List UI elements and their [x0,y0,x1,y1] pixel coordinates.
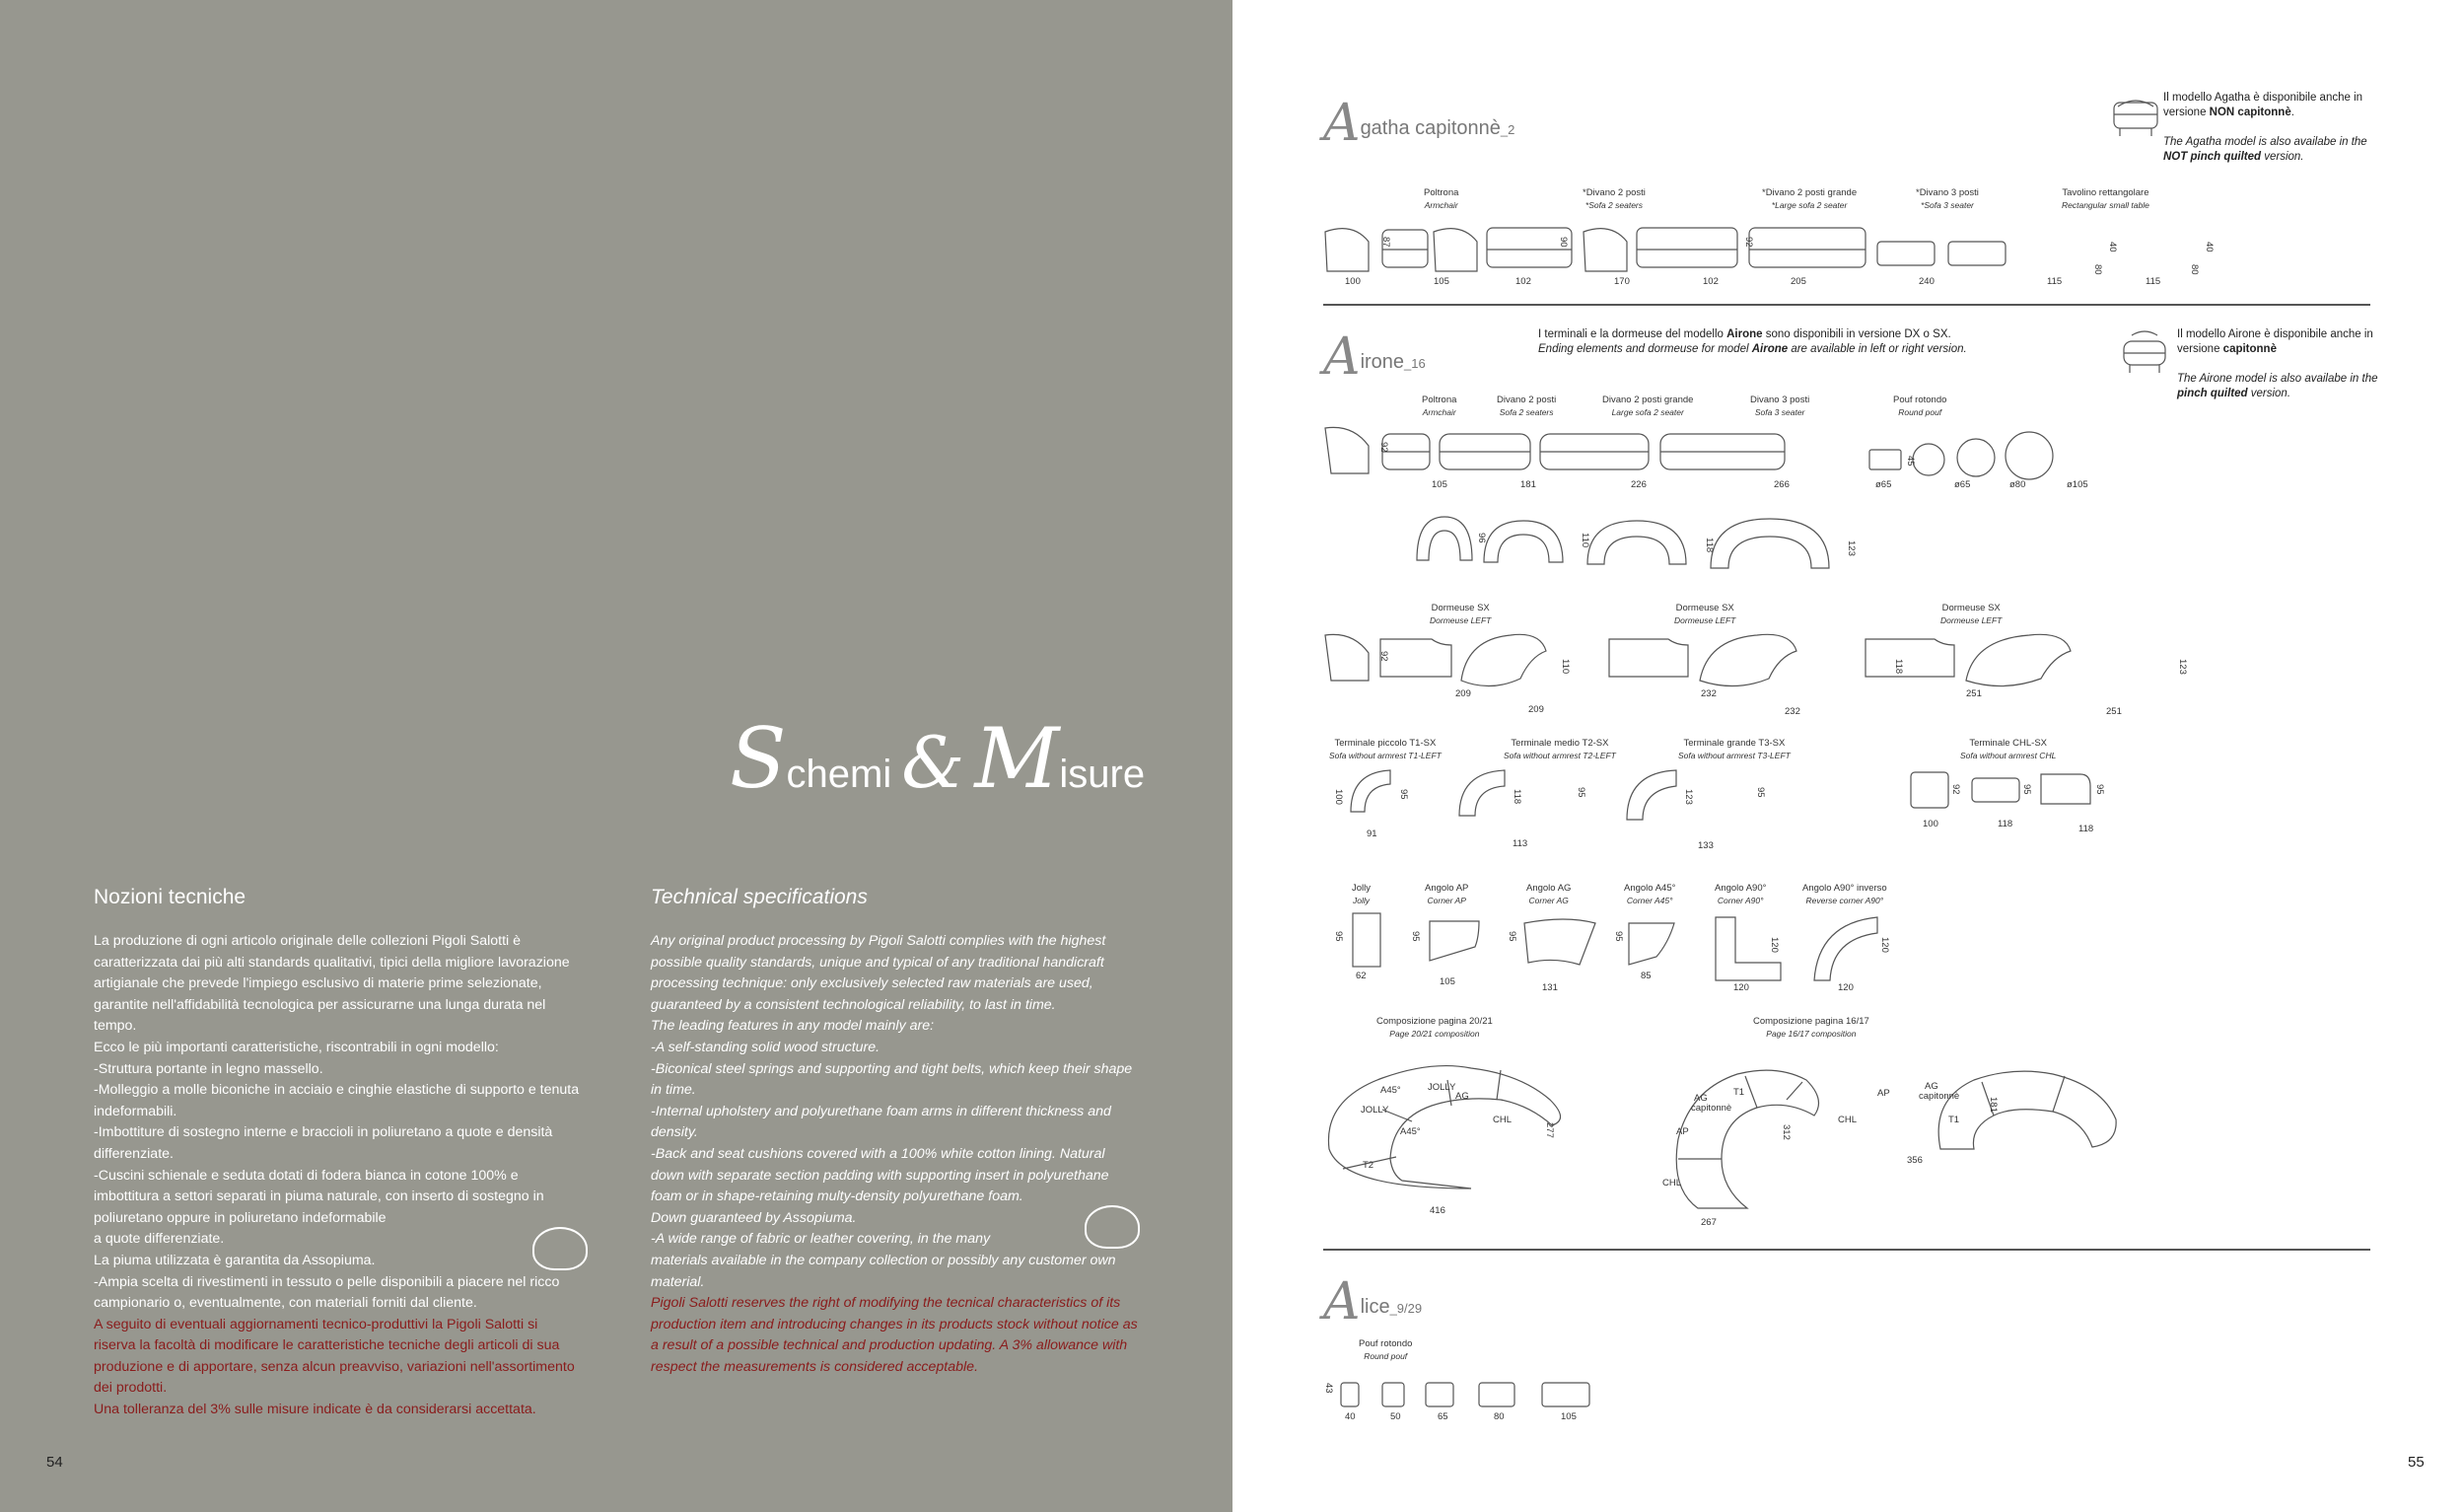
terminal-label: Terminale CHL-SX Sofa without armrest CHL [1960,738,2057,760]
dim-label: 92 [1378,651,1389,662]
dim-label: 312 [1781,1124,1792,1140]
corner-label: Jolly Jolly [1352,883,1372,905]
it-disclaimer: A seguito di eventuali aggiornamenti tecnico-produttivi la Pigoli Salotti si riserva la facoltà di modificare le caratteristiche tecniche degli articoli di sua produzione e di apportare, senza alcun preavviso, variazioni nell'assortimento dei prodotti. [94,1316,575,1397]
dim-label: 92 [1743,237,1754,248]
terminal-label: Terminale grande T3-SX Sofa without armrest T3-LEFT [1678,738,1791,760]
dim-label: 267 [1701,1217,1717,1228]
dim-label: 100 [1923,819,1938,829]
corner-label: Angolo AG Corner AG [1526,883,1572,905]
dim-label: 118 [1704,538,1715,553]
en-text [651,931,1138,1378]
agatha-label: Poltrona Armchair [1424,187,1459,210]
dim-label: 96 [1476,533,1487,543]
dim-label: 115 [2146,276,2161,287]
dim-label: 85 [1641,971,1652,981]
airone-terminal-note: I terminali e la dormeuse del modello Airone sono disponibili in versione DX o SX. Ending elements and dormeuse for model Airone are available in left or right version. [1538,328,1967,355]
dim-label: 100 [1333,789,1344,805]
dim-label: 209 [1455,688,1471,699]
comp-part: T2 [1363,1160,1374,1171]
en-paragraph: -Back and seat cushions covered with a 100% white cotton lining. Natural down with separate section padding with supporting insert in polyurethane foam or in shape-retaining multy-density polyurethane foam. [651,1145,1109,1205]
dim-label: 90 [1558,237,1569,248]
it-paragraph: -Molleggio a molle biconiche in acciaio e cinghie elastiche di supporto e tenuta indeformabili. [94,1082,580,1119]
dim-label: 105 [1561,1411,1577,1422]
dim-label: 205 [1791,276,1806,287]
dim-label: 266 [1774,479,1790,490]
dim-label: 123 [1846,540,1857,556]
dim-label: ø65 [1954,479,1971,490]
dim-label: 40 [2204,242,2215,252]
dormeuse-drawings [1323,631,2388,700]
dim-label: 95 [2094,784,2105,795]
corner-label: Angolo A90° inverso Reverse corner A90° [1802,883,1887,905]
it-paragraph: -Struttura portante in legno massello. [94,1060,323,1077]
airone-label: Divano 3 posti Sofa 3 seater [1750,395,1810,417]
dim-label: 65 [1438,1411,1448,1422]
dim-label: 43 [1323,1383,1334,1394]
dim-label: 91 [1367,828,1377,839]
agatha-label: *Divano 3 posti *Sofa 3 seater [1916,187,1979,210]
terminal-drawings [1331,764,2376,833]
dim-label: 251 [1966,688,1982,699]
dim-label: 115 [2047,276,2063,287]
dim-label: ø65 [1875,479,1892,490]
comp-part: T1 [1948,1115,1960,1125]
dim-label: 181 [1988,1097,1999,1113]
dim-label: 251 [2106,706,2122,717]
section-divider [1323,304,2370,306]
dim-label: 87 [1380,237,1391,248]
dim-label: 118 [1998,819,2013,829]
dim-label: 118 [1512,789,1522,805]
it-paragraph: -Imbottiture di sostegno interne e braccioli in poliuretano a quote e densità differenziate. [94,1124,553,1162]
alice-title: Alice_9/29 [1323,1272,1423,1332]
dim-label: 95 [1398,789,1409,800]
it-title: Nozioni tecniche [94,886,246,908]
dim-label: 95 [1333,931,1344,942]
dim-label: 113 [1513,838,1528,849]
dim-label: 232 [1701,688,1717,699]
dim-label: 62 [1356,971,1367,981]
dim-label: 240 [1919,276,1935,287]
armchair-thumbnail-icon [2120,329,2169,375]
airone-label: Divano 2 posti grande Large sofa 2 seater [1602,395,1694,417]
agatha-title: Agatha capitonnè_2 [1323,94,1515,153]
corner-label: Angolo A45° Corner A45° [1624,883,1676,905]
dim-label: 100 [1345,276,1361,287]
agatha-label: Tavolino rettangolare Rectangular small table [2062,187,2149,210]
dim-label: 102 [1703,276,1719,287]
comp-part: capitonnè [1919,1091,1960,1102]
airone-label: Pouf rotondo Round pouf [1893,395,1947,417]
dim-label: 181 [1520,479,1536,490]
corner-label: Angolo A90° Corner A90° [1715,883,1767,905]
it-paragraph: Ecco le più importanti caratteristiche, riscontrabili in ogni modello: [94,1039,499,1055]
dim-label: 120 [1733,982,1749,993]
armchair-thumbnail-icon [2110,93,2161,140]
page-heading: Schemi & Misure [730,710,1146,807]
en-paragraph: materials available in the company collection or possibly any customer own material. [651,1252,1116,1290]
dim-label: 80 [1494,1411,1505,1422]
dim-label: 133 [1698,840,1714,851]
dim-label: 110 [1580,533,1590,548]
it-paragraph: La produzione di ogni articolo originale delle collezioni Pigoli Salotti è caratterizzata dai più alti standards qualitativi, tipici della migliore lavorazione artigianale che prevede l'impiego esclusivo di materie prime selezionate, garantite nell'affidabilità tecnologica per assicurarne una lunga durata nel tempo. [94,933,570,1035]
comp-part: A45° [1400,1126,1421,1137]
airone-note: Il modello Airone è disponibile anche in versione capitonnè The Airone model is also availabe in the pinch quilted version. [2177,328,2378,399]
dim-label: 209 [1528,704,1544,715]
right-page [1232,0,2464,1512]
it-paragraph: -Ampia scelta di rivestimenti in tessuto o pelle disponibili a piacere nel ricco campionario o, eventualmente, con materiali forniti dal cliente. [94,1273,560,1312]
en-paragraph: -Internal upholstery and polyurethane foam arms in different thickness and density. [651,1103,1111,1141]
composition-label: Composizione pagina 20/21 Page 20/21 composition [1376,1016,1493,1039]
comp-part: capitonnè [1691,1103,1732,1114]
comp-part: CHL [1662,1178,1682,1188]
comp-part: JOLLY [1361,1105,1389,1116]
section-divider [1323,1249,2370,1251]
dim-label: 123 [2177,659,2188,675]
corner-drawings [1349,909,1901,988]
en-title: Technical specifications [651,886,868,908]
dim-label: 105 [1440,976,1455,987]
dim-label: 45 [1905,456,1916,467]
dim-label: 120 [1838,982,1854,993]
comp-part: A45° [1380,1085,1401,1096]
alice-label: Pouf rotondo Round pouf [1359,1338,1413,1361]
airone-drawings [1323,424,2053,483]
dim-label: 120 [1879,937,1890,953]
dim-label: ø105 [2067,479,2088,490]
comp-part: AG [1925,1081,1938,1092]
it-text [94,931,581,1421]
dim-label: 131 [1542,982,1558,993]
agatha-note: Il modello Agatha è disponibile anche in versione NON capitonnè. The Agatha model is also availabe in the NOT pinch quilted version. [2163,92,2367,163]
dim-label: 40 [2107,242,2118,252]
agatha-label: *Divano 2 posti *Sofa 2 seaters [1583,187,1646,210]
en-paragraph: -A wide range of fabric or leather covering, in the many [651,1231,991,1248]
it-paragraph: -Cuscini schienale e seduta dotati di fodera bianca in cotone 100% e imbottitura a settori separati in piuma naturale, con inserto di sostegno in poliuretano oppure in poliuretano indeformabile [94,1167,544,1226]
it-paragraph: a quote differenziate. [94,1231,225,1248]
terminal-label: Terminale piccolo T1-SX Sofa without armrest T1-LEFT [1329,738,1442,760]
agatha-label: *Divano 2 posti grande *Large sofa 2 seater [1762,187,1858,210]
dim-label: 95 [1755,787,1766,798]
airone-label: Poltrona Armchair [1422,395,1457,417]
alice-drawings [1331,1379,1706,1414]
dim-label: 118 [2078,824,2094,834]
airone-label: Divano 2 posti Sofa 2 seaters [1497,395,1557,417]
comp-part: AP [1676,1126,1689,1137]
comp-part: AG [1455,1091,1469,1102]
dim-label: 232 [1785,706,1800,717]
it-tolerance: Una tolleranza del 3% sulle misure indicate è da considerarsi accettata. [94,1402,536,1418]
dim-label: 95 [1576,787,1586,798]
dormeuse-label: Dormeuse SX Dormeuse LEFT [1430,603,1492,625]
assopiuma-logo [532,1227,588,1270]
en-paragraph: Down guaranteed by Assopiuma. [651,1209,857,1226]
corner-label: Angolo AP Corner AP [1425,883,1469,905]
dim-label: 118 [1893,659,1904,675]
dim-label: 92 [1950,784,1961,795]
en-paragraph: -Biconical steel springs and supporting and tight belts, which keep their shape in time. [651,1060,1133,1099]
dim-label: 80 [2189,264,2200,275]
dim-label: 95 [1410,931,1421,942]
page-number-right: 55 [2408,1454,2425,1471]
dim-label: 95 [1507,931,1517,942]
page-number-left: 54 [46,1454,63,1471]
composition-label: Composizione pagina 16/17 Page 16/17 composition [1753,1016,1869,1039]
dim-label: 50 [1390,1411,1401,1422]
dormeuse-label: Dormeuse SX Dormeuse LEFT [1940,603,2003,625]
composition-drawings [1323,1060,2270,1233]
dim-label: 92 [1378,442,1389,453]
dim-label: 226 [1631,479,1647,490]
dim-label: 356 [1907,1155,1923,1166]
en-paragraph: Any original product processing by Pigoli Salotti complies with the highest possible quality standards, unique and typical of any traditional handicraft processing technique: only exclusively selected raw materials are used, guaranteed by a consistent technological reliability, to last in time. [651,933,1106,1013]
airone-title: Airone_16 [1323,327,1426,387]
dim-label: 120 [1769,937,1780,953]
comp-part: AP [1877,1088,1890,1099]
comp-part: AG [1694,1093,1708,1104]
dim-label: 110 [1560,659,1571,675]
agatha-drawings [1323,222,2013,276]
dim-label: 170 [1614,276,1630,287]
dim-label: 416 [1430,1205,1445,1216]
en-paragraph: -A self-standing solid wood structure. [651,1039,880,1055]
dim-label: 123 [1683,789,1694,805]
dim-label: 105 [1432,479,1447,490]
dim-label: ø80 [2009,479,2026,490]
it-paragraph: La piuma utilizzata è garantita da Assopiuma. [94,1252,376,1268]
en-disclaimer: Pigoli Salotti reserves the right of modifying the tecnical characteristics of its production item and introducing changes in its products stock without notice as a result of a possible technical and production updating. A 3% allowance with respect the measurements is considered acceptable. [651,1295,1138,1375]
dim-label: 40 [1345,1411,1356,1422]
terminal-label: Terminale medio T2-SX Sofa without armrest T2-LEFT [1504,738,1616,760]
assopiuma-logo [1085,1205,1140,1249]
dim-label: 80 [2092,264,2103,275]
dim-label: 95 [1613,931,1624,942]
dim-label: 105 [1434,276,1449,287]
dim-label: 277 [1544,1122,1555,1138]
dim-label: 95 [2021,784,2032,795]
en-paragraph: The leading features in any model mainly are: [651,1018,935,1035]
comp-part: JOLLY [1428,1082,1456,1093]
comp-part: CHL [1493,1115,1513,1125]
dim-label: 102 [1515,276,1531,287]
comp-part: CHL [1838,1115,1858,1125]
dormeuse-label: Dormeuse SX Dormeuse LEFT [1674,603,1736,625]
comp-part: T1 [1733,1087,1745,1098]
